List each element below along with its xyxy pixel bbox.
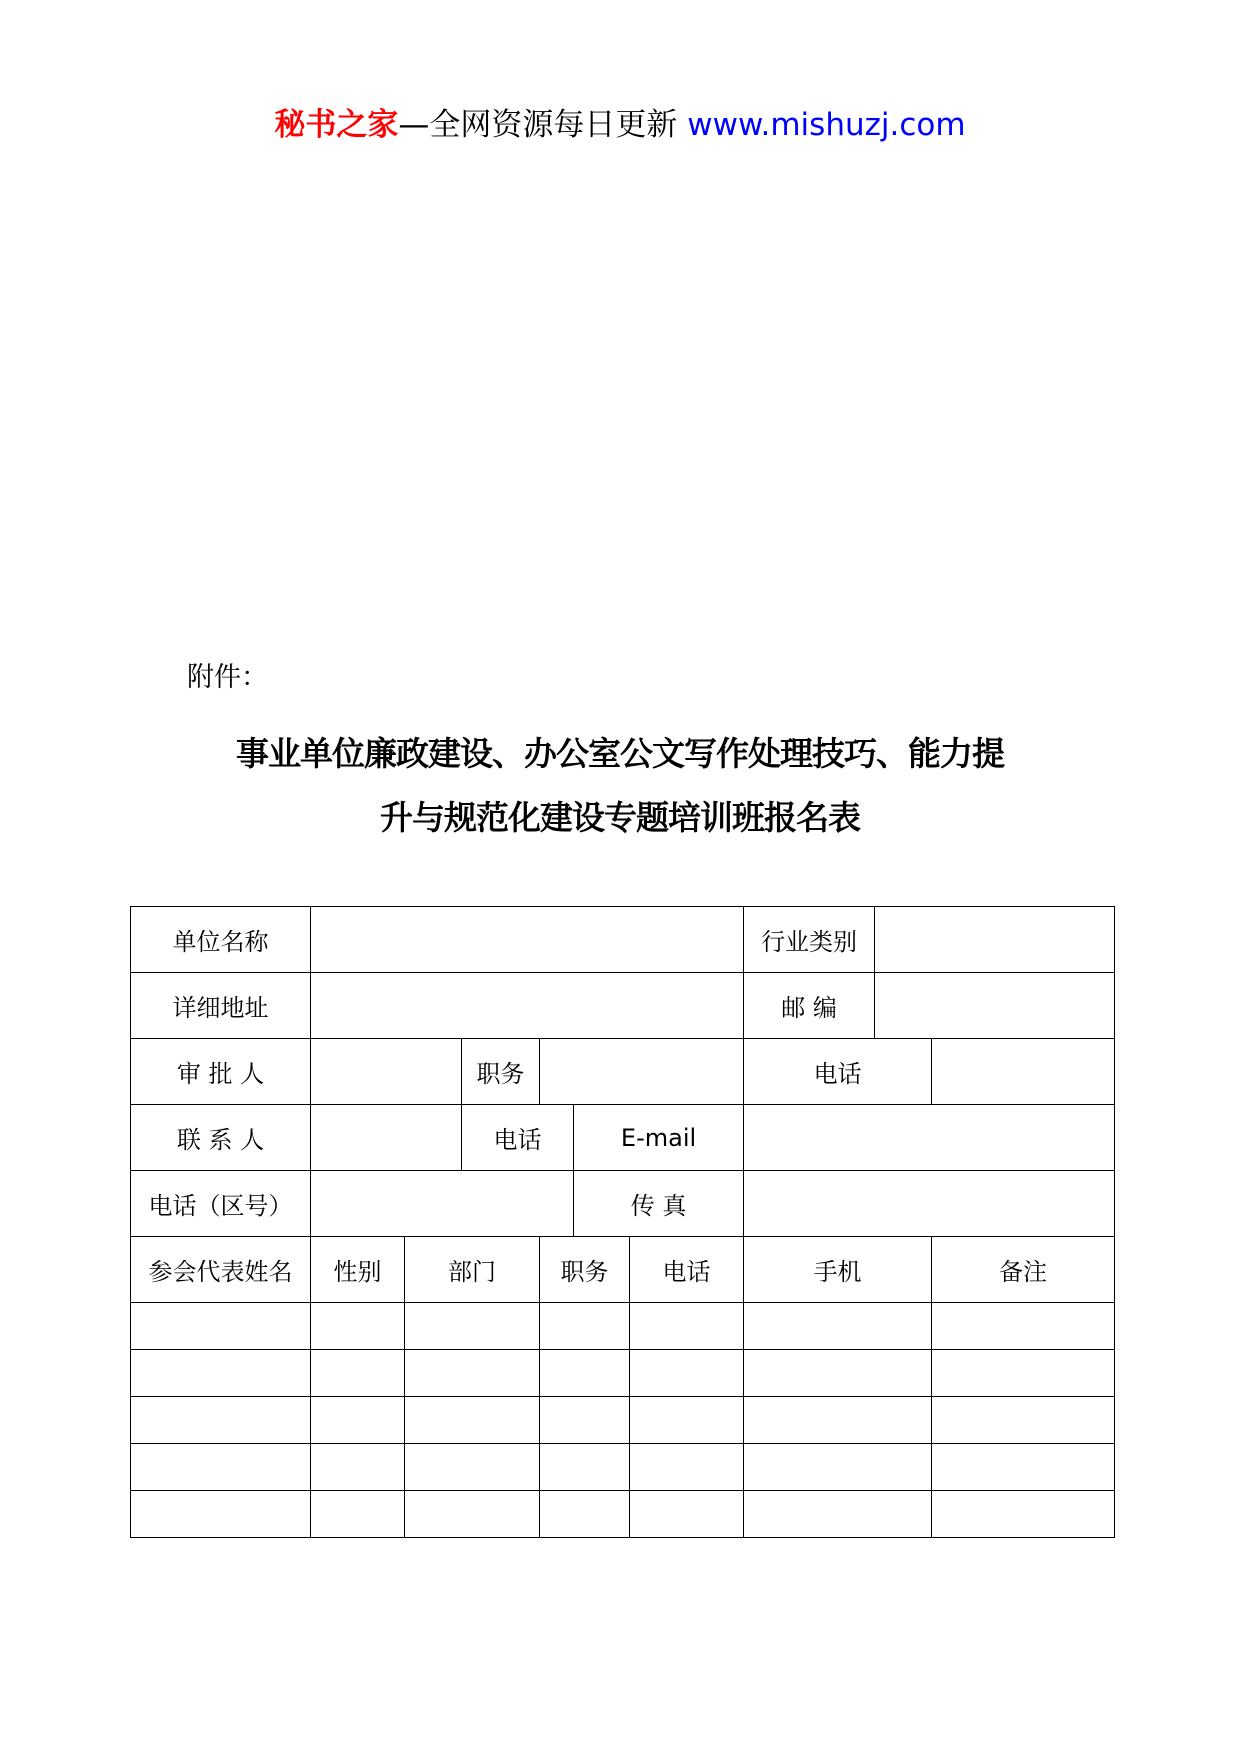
attendee-cell[interactable] xyxy=(131,1491,311,1538)
attendee-cell[interactable] xyxy=(540,1303,630,1350)
label-fax: 传 真 xyxy=(574,1171,744,1237)
attendee-cell[interactable] xyxy=(311,1444,405,1491)
attendee-cell[interactable] xyxy=(405,1444,540,1491)
attendee-cell[interactable] xyxy=(540,1444,630,1491)
label-approver-phone: 电话 xyxy=(744,1039,932,1105)
attendee-row xyxy=(131,1350,1115,1397)
label-postcode: 邮 编 xyxy=(744,973,875,1039)
row-approver xyxy=(131,1039,1115,1105)
attendee-cell[interactable] xyxy=(405,1397,540,1444)
attendee-cell[interactable] xyxy=(540,1397,630,1444)
field-approver-position[interactable] xyxy=(540,1039,744,1105)
field-postcode[interactable] xyxy=(875,973,1115,1039)
attendee-cell[interactable] xyxy=(630,1491,744,1538)
registration-form-table xyxy=(130,906,1115,1538)
col-remarks: 备注 xyxy=(932,1237,1115,1303)
site-url-link[interactable]: www.mishuzj.com xyxy=(687,107,966,143)
field-unit-name[interactable] xyxy=(311,907,744,973)
attendee-cell[interactable] xyxy=(744,1303,932,1350)
row-contact xyxy=(131,1105,1115,1171)
field-address[interactable] xyxy=(311,973,744,1039)
field-email[interactable] xyxy=(744,1105,1115,1171)
attendee-cell[interactable] xyxy=(131,1397,311,1444)
document-title xyxy=(130,722,1110,850)
label-email: E-mail xyxy=(574,1105,744,1171)
field-contact[interactable] xyxy=(311,1105,462,1171)
label-approver-position: 职务 xyxy=(462,1039,540,1105)
attendee-cell[interactable] xyxy=(744,1444,932,1491)
attendee-cell[interactable] xyxy=(311,1491,405,1538)
row-phone-fax xyxy=(131,1171,1115,1237)
attendee-cell[interactable] xyxy=(540,1491,630,1538)
site-banner xyxy=(0,103,1240,147)
attendee-cell[interactable] xyxy=(405,1350,540,1397)
label-contact-phone: 电话 xyxy=(462,1105,574,1171)
col-mobile: 手机 xyxy=(744,1237,932,1303)
brand-name: 秘书之家 xyxy=(274,107,399,143)
row-unit-name xyxy=(131,907,1115,973)
attendee-cell[interactable] xyxy=(405,1303,540,1350)
col-attendee-name: 参会代表姓名 xyxy=(131,1237,311,1303)
attendee-cell[interactable] xyxy=(630,1397,744,1444)
col-phone: 电话 xyxy=(630,1237,744,1303)
attendee-cell[interactable] xyxy=(744,1350,932,1397)
attendee-cell[interactable] xyxy=(744,1491,932,1538)
attendee-cell[interactable] xyxy=(405,1491,540,1538)
document-title-line-2: 升与规范化建设专题培训班报名表 xyxy=(380,798,860,837)
attendee-cell[interactable] xyxy=(932,1350,1115,1397)
attendee-header-row xyxy=(131,1237,1115,1303)
attendee-cell[interactable] xyxy=(744,1397,932,1444)
label-contact: 联 系 人 xyxy=(131,1105,311,1171)
col-department: 部门 xyxy=(405,1237,540,1303)
field-fax[interactable] xyxy=(744,1171,1115,1237)
attendee-cell[interactable] xyxy=(630,1303,744,1350)
attendee-cell[interactable] xyxy=(932,1444,1115,1491)
attendee-cell[interactable] xyxy=(932,1491,1115,1538)
col-gender: 性别 xyxy=(311,1237,405,1303)
label-industry: 行业类别 xyxy=(744,907,875,973)
attendee-row xyxy=(131,1491,1115,1538)
attendee-row xyxy=(131,1303,1115,1350)
label-approver: 审 批 人 xyxy=(131,1039,311,1105)
field-phone-area[interactable] xyxy=(311,1171,574,1237)
row-address xyxy=(131,973,1115,1039)
attendee-cell[interactable] xyxy=(311,1397,405,1444)
col-position: 职务 xyxy=(540,1237,630,1303)
attendee-cell[interactable] xyxy=(630,1350,744,1397)
attendee-cell[interactable] xyxy=(932,1303,1115,1350)
banner-slogan: —全网资源每日更新 xyxy=(398,107,678,143)
attachment-label: 附件： xyxy=(187,662,268,693)
label-unit-name: 单位名称 xyxy=(131,907,311,973)
label-address: 详细地址 xyxy=(131,973,311,1039)
field-industry[interactable] xyxy=(875,907,1115,973)
attendee-cell[interactable] xyxy=(540,1350,630,1397)
field-approver[interactable] xyxy=(311,1039,462,1105)
attendee-cell[interactable] xyxy=(131,1444,311,1491)
field-approver-phone[interactable] xyxy=(932,1039,1115,1105)
label-phone-area: 电话（区号） xyxy=(131,1171,311,1237)
attendee-cell[interactable] xyxy=(131,1350,311,1397)
attendee-row xyxy=(131,1444,1115,1491)
attendee-row xyxy=(131,1397,1115,1444)
attendee-cell[interactable] xyxy=(311,1303,405,1350)
attendee-cell[interactable] xyxy=(630,1444,744,1491)
attendee-cell[interactable] xyxy=(131,1303,311,1350)
document-title-line-1: 事业单位廉政建设、办公室公文写作处理技巧、能力提 xyxy=(236,734,1004,773)
attendee-cell[interactable] xyxy=(932,1397,1115,1444)
attendee-cell[interactable] xyxy=(311,1350,405,1397)
